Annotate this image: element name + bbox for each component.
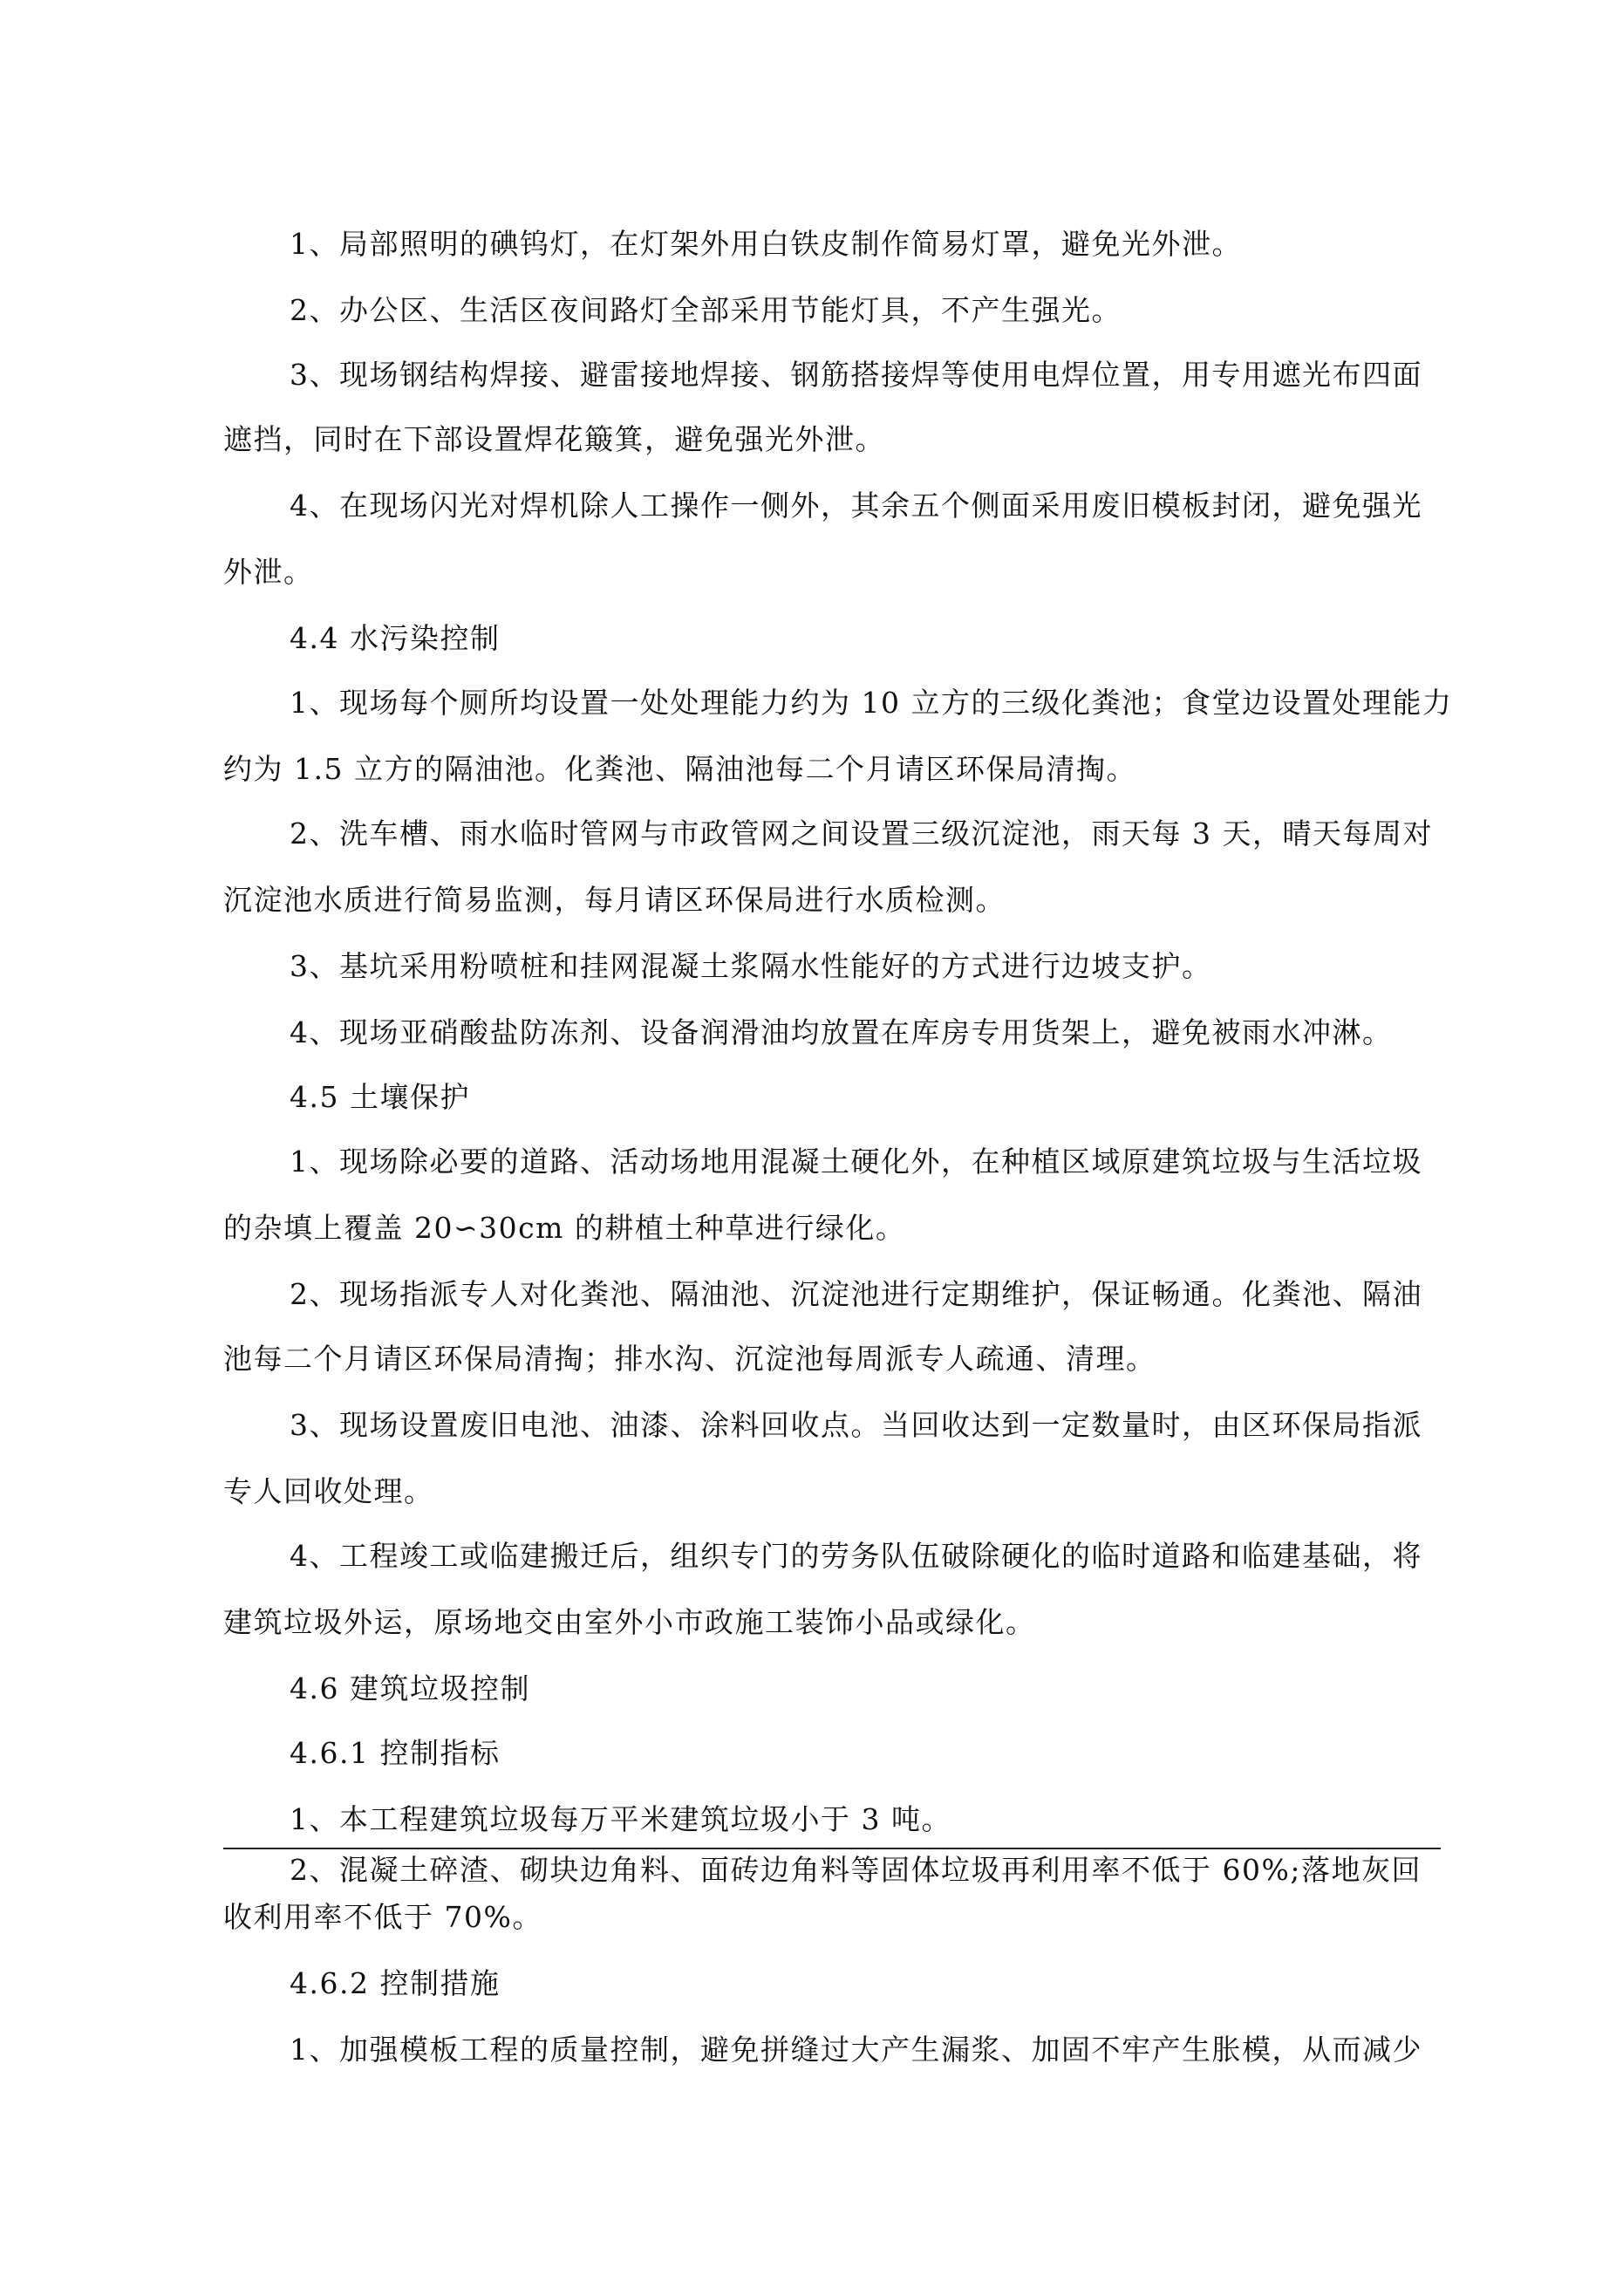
paragraph-line: 建筑垃圾外运，原场地交由室外小市政施工装饰小品或绿化。: [223, 1605, 1036, 1639]
section-heading: 4.6 建筑垃圾控制: [290, 1671, 530, 1705]
subsection-heading: 4.6.1 控制指标: [290, 1736, 501, 1770]
paragraph-line: 1、加强模板工程的质量控制，避免拼缝过大产生漏浆、加固不牢产生胀模，从而减少: [290, 2033, 1422, 2067]
paragraph-line: 4、现场亚硝酸盐防冻剂、设备润滑油均放置在库房专用货架上，避免被雨水冲淋。: [290, 1015, 1393, 1049]
paragraph-line: 4、工程竣工或临建搬迁后，组织专门的劳务队伍破除硬化的临时道路和临建基础，将: [290, 1539, 1422, 1573]
paragraph-line: 沉淀池水质进行简易监测，每月请区环保局进行水质检测。: [223, 883, 1006, 917]
paragraph-line: 2、现场指派专人对化粪池、隔油池、沉淀池进行定期维护，保证畅通。化粪池、隔油: [290, 1277, 1422, 1311]
paragraph-line: 的杂填上覆盖 20∽30cm 的耕植土种草进行绿化。: [223, 1211, 906, 1245]
paragraph-line: 外泄。: [223, 555, 314, 589]
paragraph-line: 3、现场钢结构焊接、避雷接地焊接、钢筋搭接焊等使用电焊位置，用专用遮光布四面: [290, 358, 1422, 392]
paragraph-line: 1、现场除必要的道路、活动场地用混凝土硬化外，在种植区域原建筑垃圾与生活垃圾: [290, 1145, 1422, 1179]
paragraph-line: 2、办公区、生活区夜间路灯全部采用节能灯具，不产生强光。: [290, 293, 1122, 327]
paragraph-line: 专人回收处理。: [223, 1474, 434, 1508]
paragraph-line: 收利用率不低于 70%。: [223, 1900, 542, 1934]
paragraph-line: 2、洗车槽、雨水临时管网与市政管网之间设置三级沉淀池，雨天每 3 天，晴天每周对: [290, 817, 1433, 851]
subsection-heading: 4.6.2 控制措施: [290, 1966, 501, 2000]
paragraph-line: 遮挡，同时在下部设置焊花簸箕，避免强光外泄。: [223, 422, 885, 456]
paragraph-line: 3、基坑采用粉喷桩和挂网混凝土浆隔水性能好的方式进行边坡支护。: [290, 949, 1212, 983]
paragraph-line: 约为 1.5 立方的隔油池。化粪池、隔油池每二个月请区环保局清掏。: [223, 752, 1136, 786]
paragraph-line: 1、现场每个厕所均设置一处处理能力约为 10 立方的三级化粪池；食堂边设置处理能力: [290, 686, 1453, 720]
paragraph-line: 3、现场设置废旧电池、油漆、涂料回收点。当回收达到一定数量时，由区环保局指派: [290, 1408, 1422, 1442]
section-heading: 4.5 土壤保护: [290, 1080, 470, 1114]
paragraph-line: 1、本工程建筑垃圾每万平米建筑垃圾小于 3 吨。: [290, 1802, 951, 1836]
horizontal-divider: [223, 1848, 1441, 1849]
paragraph-line: 池每二个月请区环保局清掏；排水沟、沉淀池每周派专人疏通、清理。: [223, 1342, 1156, 1376]
paragraph-line: 1、局部照明的碘钨灯，在灯架外用白铁皮制作简易灯罩，避免光外泄。: [290, 227, 1242, 261]
paragraph-line: 2、混凝土碎渣、砌块边角料、面砖边角料等固体垃圾再利用率不低于 60%;落地灰回: [290, 1853, 1422, 1887]
paragraph-line: 4、在现场闪光对焊机除人工操作一侧外，其余五个侧面采用废旧模板封闭，避免强光: [290, 489, 1422, 523]
section-heading: 4.4 水污染控制: [290, 621, 501, 655]
